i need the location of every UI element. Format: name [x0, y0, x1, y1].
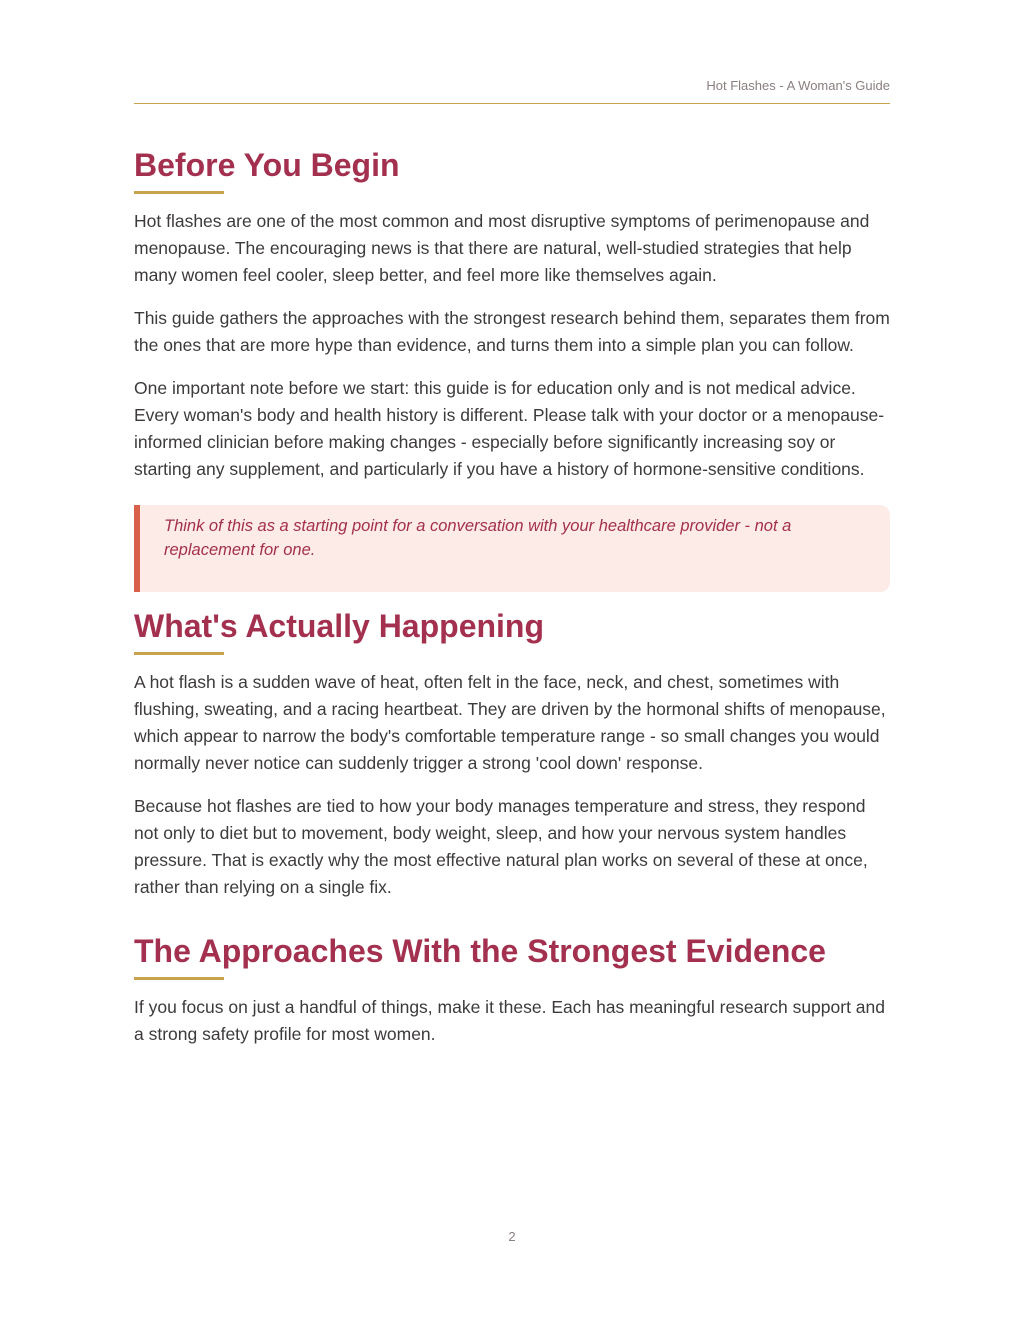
body-paragraph: A hot flash is a sudden wave of heat, often felt in the face, neck, and chest, sometimes with flushing, sweating, and a racing heartbeat. They are driven by the hormonal shifts of menopause, which appear to narrow the body's comfortable temperature range - so small changes you would normally never notice can suddenly trigger a strong 'cool down' response. [134, 672, 886, 773]
body-paragraph: This guide gathers the approaches with the strongest research behind them, separates them from the ones that are more hype than evidence, and turns them into a simple plan you can follow. [134, 308, 890, 355]
heading-underline [134, 977, 224, 980]
heading-underline [134, 652, 224, 655]
section-heading: The Approaches With the Strongest Evidence [134, 933, 826, 969]
running-header-title: Hot Flashes - A Woman's Guide [706, 78, 890, 93]
callout-text: Think of this as a starting point for a conversation with your healthcare provider - not a replacement for one. [164, 517, 792, 559]
section-whats-actually-happening [134, 606, 890, 901]
page-content [134, 145, 890, 1064]
section-spacer [134, 917, 890, 931]
heading-underline [134, 191, 224, 194]
callout-box [134, 505, 890, 592]
section-heading: What's Actually Happening [134, 608, 545, 644]
body-paragraph: One important note before we start: this guide is for education only and is not medical advice. Every woman's body and health history is different. Please talk with your doctor or a menopause-informed clinician before making changes - especially before significantly increasing soy or starting any supplement, and particularly if you have a history of hormone-sensitive conditions. [134, 378, 885, 479]
section-before-you-begin [134, 145, 890, 592]
body-paragraph: Hot flashes are one of the most common and most disruptive symptoms of perimenopause and menopause. The encouraging news is that there are natural, well-studied strategies that help many women feel cooler, sleep better, and feel more like themselves again. [134, 211, 870, 285]
running-header [134, 77, 890, 104]
body-paragraph: Because hot flashes are tied to how your body manages temperature and stress, they respond not only to diet but to movement, body weight, sleep, and how your nervous system handles pressure. That is exactly why the most effective natural plan works on several of these at once, rather than relying on a single fix. [134, 796, 868, 897]
page-number: 2 [508, 1229, 516, 1244]
section-heading: Before You Begin [134, 147, 400, 183]
section-strongest-evidence [134, 931, 890, 1048]
body-paragraph: If you focus on just a handful of things, make it these. Each has meaningful research support and a strong safety profile for most women. [134, 997, 886, 1044]
